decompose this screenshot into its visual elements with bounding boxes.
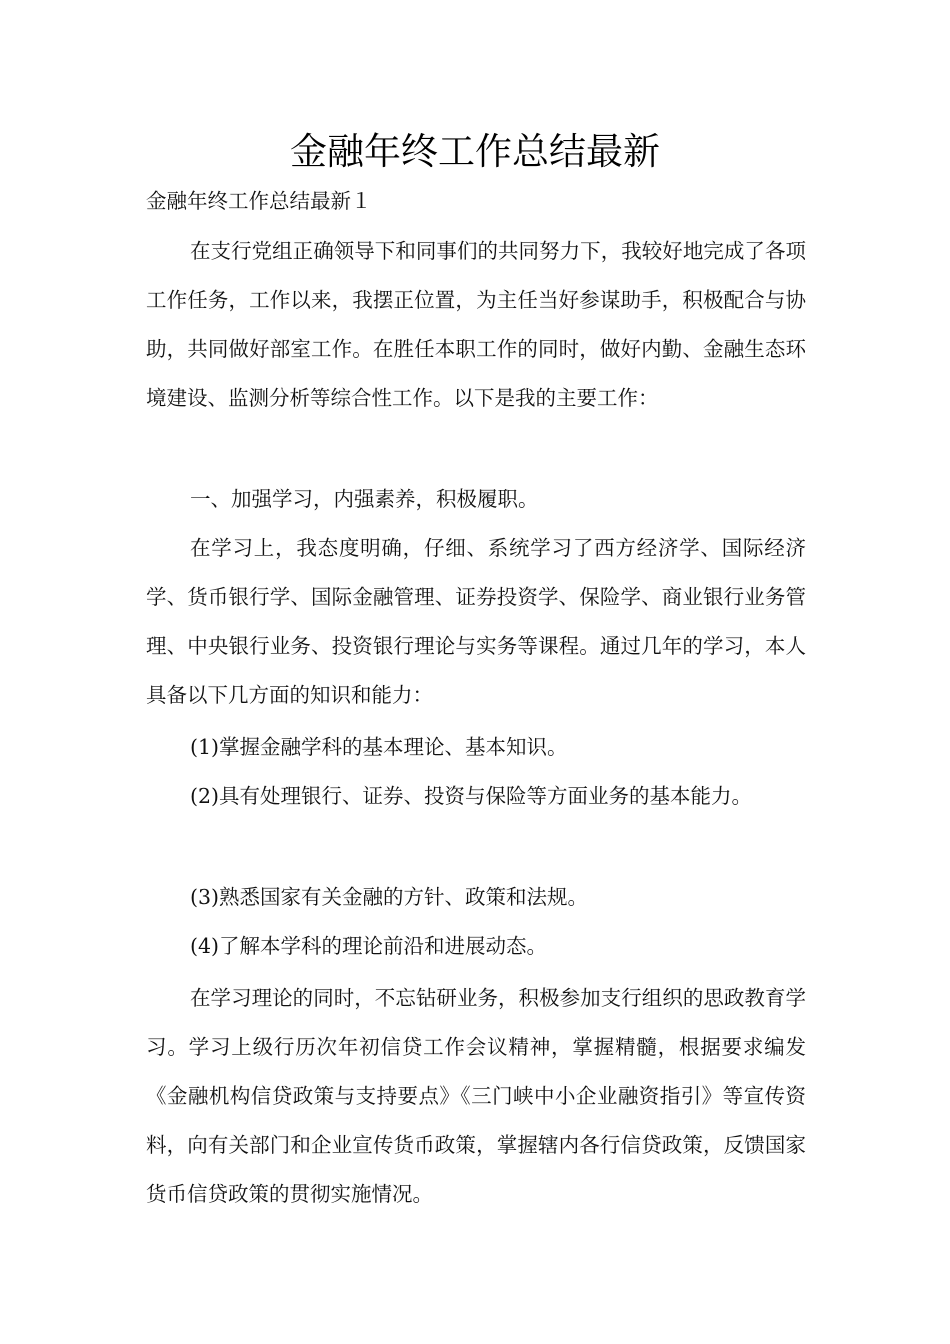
- paragraph-study: 在学习上，我态度明确，仔细、系统学习了西方经济学、国际经济学、货币银行学、国际金融管理、证券投资学、保险学、商业银行业务管理、中央银行业务、投资银行理论与实务等课程。通过几年的学习，本人具备以下几方面的知识和能力：: [146, 536, 806, 707]
- list-item: (3)熟悉国家有关金融的方针、政策和法规。: [190, 885, 589, 909]
- list-item: (2)具有处理银行、证券、投资与保险等方面业务的基本能力。: [190, 784, 753, 808]
- section-heading: 一、加强学习，内强素养，积极履职。: [190, 487, 539, 511]
- list-item: (1)掌握金融学科的基本理论、基本知识。: [190, 735, 568, 759]
- list-item: (4)了解本学科的理论前沿和进展动态。: [190, 934, 548, 958]
- paragraph-business: 在学习理论的同时，不忘钻研业务，积极参加支行组织的思政教育学习。学习上级行历次年初信贷工作会议精神，掌握精髓，根据要求编发《金融机构信贷政策与支持要点》《三门峡中小企业融资指引》等宣传资料，向有关部门和企业宣传货币政策，掌握辖内各行信贷政策，反馈国家货币信贷政策的贯彻实施情况。: [146, 986, 806, 1206]
- document-title: 金融年终工作总结最新: [290, 130, 660, 173]
- document-subtitle: 金融年终工作总结最新１: [146, 189, 372, 213]
- paragraph-intro: 在支行党组正确领导下和同事们的共同努力下，我较好地完成了各项工作任务，工作以来，我摆正位置，为主任当好参谋助手，积极配合与协助，共同做好部室工作。在胜任本职工作的同时，做好内勤、金融生态环境建设、监测分析等综合性工作。以下是我的主要工作：: [146, 239, 806, 410]
